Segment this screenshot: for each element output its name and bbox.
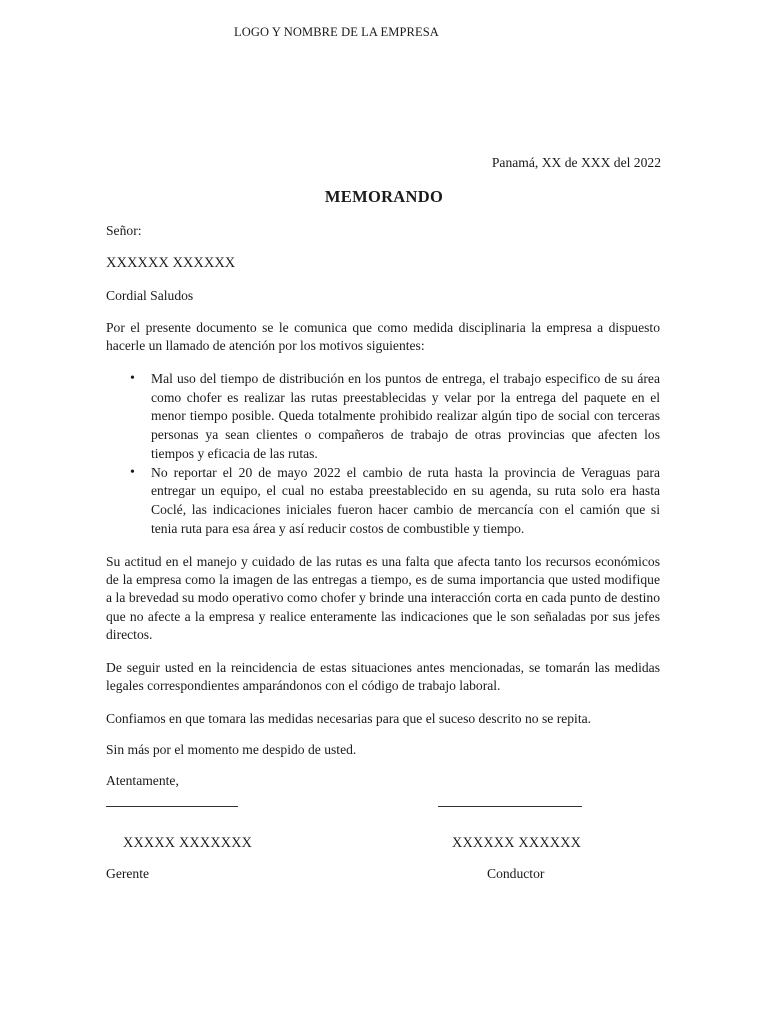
list-item bbox=[106, 464, 660, 539]
signature-line-left bbox=[106, 806, 238, 808]
signer-role-right: Conductor bbox=[487, 866, 545, 881]
attitude-paragraph: Su actitud en el manejo y cuidado de las rutas es una falta que afecta tanto los recursos económicos de la empresa como la imagen de las entregas a tiempo, es de suma importancia que usted modifique a la brevedad su modo operativo como chofer y brinde una interacción corta en cada punto de destino que no afecte a la empresa y realice enteramente las indicaciones que le son señaladas por sus jefes directos. bbox=[106, 554, 660, 642]
company-logo-placeholder: LOGO Y NOMBRE DE LA EMPRESA bbox=[234, 25, 439, 39]
list-item-text: Mal uso del tiempo de distribución en los puntos de entrega, el trabajo especifico de su área como chofer es realizar las rutas preestablecidas y velar por la entrega del paquete en el menor tiempo posible. Queda totalmente prohibido realizar algún tipo de social con terceras personas ya sean clientes o compañeros de trabajo de otras provincias que afecten los tiempos y eficacia de las rutas. bbox=[151, 371, 660, 461]
consequence-paragraph: De seguir usted en la reincidencia de estas situaciones antes mencionadas, se tomarán las medidas legales correspondientes amparándonos con el código de trabajo laboral. bbox=[106, 660, 660, 694]
intro-paragraph: Por el presente documento se le comunica que como medida disciplinaria la empresa a dispuesto hacerle un llamado de atención por los motivos siguientes: bbox=[106, 320, 660, 354]
bullet-icon: • bbox=[130, 371, 135, 386]
list-item bbox=[106, 370, 660, 464]
addressee-label: Señor: bbox=[106, 223, 142, 238]
signer-name-right: XXXXXX XXXXXX bbox=[452, 835, 582, 851]
bullet-icon: • bbox=[130, 464, 135, 480]
memo-title: MEMORANDO bbox=[324, 187, 444, 206]
reasons-list bbox=[106, 370, 660, 538]
list-item-text: No reportar el 20 de mayo 2022 el cambio de ruta hasta la provincia de Veraguas para entregar un equipo, el cual no estaba preestablecido en su agenda, su ruta solo era hasta Coclé, las indicaciones iniciales fueron hacer cambio de mercancía con el camión que si tenia ruta para esa área y así reducir costos de combustible y tiempo. bbox=[151, 464, 660, 536]
signer-role-left: Gerente bbox=[106, 866, 150, 881]
farewell-paragraph: Sin más por el momento me despido de usted. bbox=[106, 742, 357, 757]
greeting: Cordial Saludos bbox=[106, 288, 194, 303]
closing-text: Atentamente, bbox=[106, 773, 179, 788]
trust-paragraph: Confiamos en que tomara las medidas necesarias para que el suceso descrito no se repita. bbox=[106, 711, 592, 726]
letter-date: Panamá, XX de XXX del 2022 bbox=[491, 155, 661, 170]
signature-line-right bbox=[438, 806, 582, 808]
signer-name-left: XXXXX XXXXXXX bbox=[123, 835, 253, 851]
addressee-name: XXXXXX XXXXXX bbox=[106, 255, 236, 271]
